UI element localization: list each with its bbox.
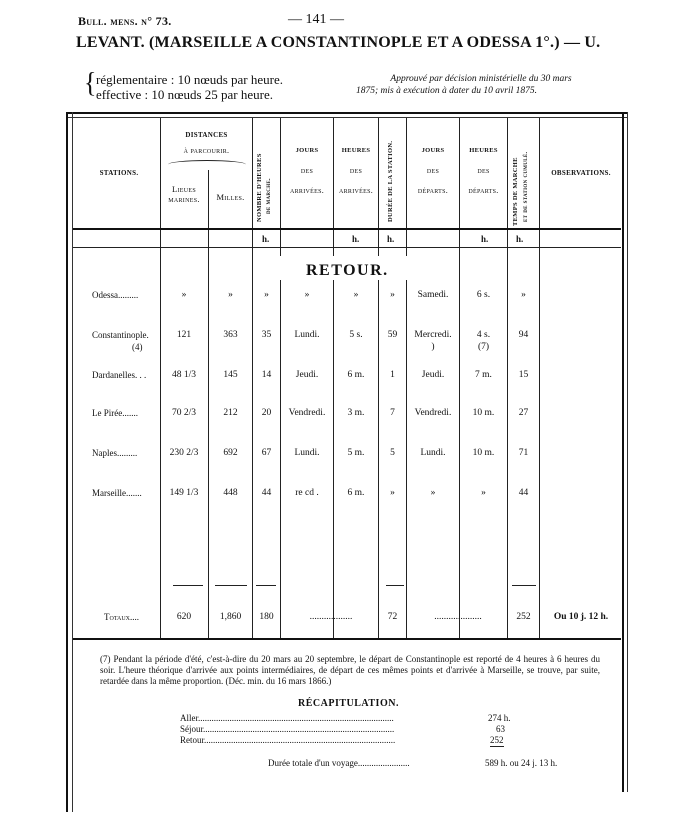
unit-hours: h.: [352, 234, 360, 244]
approval-line-2: 1875; mis à exécution à dater du 10 avril 1875.: [356, 86, 538, 96]
frame-top-inner: [66, 117, 628, 118]
cell-jour-depart: Samedi.: [417, 290, 449, 300]
recap-total-label: Durée totale d'un voyage.......................: [268, 758, 410, 768]
cell-cumul: 94: [518, 330, 529, 340]
recap-retour-value: 252: [490, 735, 504, 745]
cell-milles: 145: [223, 370, 238, 380]
unit-hours: h.: [387, 234, 395, 244]
cell-lieues: 121: [176, 330, 192, 340]
totals-label: Totaux....: [104, 612, 140, 622]
cell-jour-arrivee: Vendredi.: [288, 408, 326, 418]
cell-heures: 44: [261, 488, 272, 498]
col-header-duree: DURÉE DE LA STATION.: [387, 140, 394, 222]
approval-line-1: Approuvé par décision ministérielle du 30 mars: [390, 74, 572, 84]
frame-left-inner: [72, 112, 73, 812]
col-header-nombre-heures-sub: de marche.: [265, 178, 272, 214]
cell-cumul: »: [521, 290, 526, 300]
cell-cumul: 27: [518, 408, 529, 418]
cell-milles: »: [228, 290, 233, 300]
speed-regulatory: réglementaire : 10 nœuds par heure.: [96, 72, 283, 87]
cell-milles: 692: [223, 448, 238, 458]
totals-dots: ....................: [434, 612, 482, 622]
cell-heure-arrivee: »: [353, 290, 359, 300]
col-header-heures-departs: [460, 146, 507, 196]
cell-heure-arrivee: 3 m.: [347, 408, 365, 418]
col-header-jours-dep-3: départs.: [417, 186, 449, 195]
cell-heure-depart: 7 m.: [475, 370, 492, 380]
cell-lieues: 70 2/3: [171, 408, 196, 418]
col-header-heures-arr-2: des: [349, 166, 363, 175]
cell-heures: 67: [261, 448, 272, 458]
col-header-heures-arr-1: HEURES: [341, 147, 371, 154]
cell-jour-arrivee: »: [304, 290, 310, 300]
station-name: Dardanelles. . .: [92, 370, 147, 380]
cell-jour-depart: Jeudi.: [421, 370, 445, 380]
col-header-lieues: [161, 184, 207, 204]
cell-heures: 35: [261, 330, 272, 340]
page-title: LEVANT. (MARSEILLE A CONSTANTINOPLE ET A ODESSA 1°.) — U.: [76, 34, 601, 51]
station-name: Marseille.......: [92, 488, 142, 498]
recap-aller-value: 274 h.: [488, 713, 511, 723]
col-header-temps-sub: et de station cumulé.: [522, 151, 529, 222]
col-header-nombre-heures: NOMBRE D'HEURES: [256, 153, 263, 222]
bulletin-number: Bull. mens. n° 73.: [78, 14, 172, 28]
cell-heure-depart: 10 m.: [472, 448, 495, 458]
cell-duree: 1: [390, 370, 395, 380]
col-header-heures-arr-3: arrivées.: [338, 186, 374, 195]
totals-heures: 180: [259, 612, 274, 622]
col-header-lieues-2: marines.: [168, 194, 200, 204]
cell-jour-arrivee: Lundi.: [294, 330, 320, 340]
col-header-heures-arrivees: [334, 146, 378, 196]
cell-heure-depart-note: (7): [477, 342, 490, 352]
col-header-distances-sub: à parcourir.: [183, 146, 230, 155]
cell-milles: 363: [223, 330, 238, 340]
cell-cumul: 15: [518, 370, 529, 380]
total-rule: [386, 585, 404, 586]
totals-cumul: 252: [516, 612, 531, 622]
cell-jour-arrivee: Lundi.: [294, 448, 320, 458]
col-header-stations: STATIONS.: [99, 169, 139, 177]
header-rule: [73, 228, 621, 230]
station-name: Odessa.........: [92, 290, 139, 300]
footnote: (7) Pendant la période d'été, c'est-à-dire du 20 mars au 20 septembre, le départ de Constantinople est reporté de 4 heures à 6 heures du soir. L'heure théorique d'arrivée aux points intermédiaires, de départ de ces mêmes points et d'arrivée à Marseille, se trouve, par suite, retardée dans la même proportion. (Déc. min. du 16 mars 1866.): [100, 654, 600, 686]
frame-right: [622, 112, 624, 792]
cell-heures: »: [264, 290, 269, 300]
cell-duree: »: [390, 290, 395, 300]
cell-jour-depart: Vendredi.: [414, 408, 452, 418]
cell-heure-arrivee: 6 m.: [347, 370, 365, 380]
recap-aller-label: Aller.......................................................................................: [180, 713, 394, 723]
totals-duree: 72: [387, 612, 398, 622]
totals-dots: ..................: [309, 612, 353, 622]
cell-duree: 7: [390, 408, 395, 418]
unit-hours: h.: [262, 234, 270, 244]
unit-hours: h.: [481, 234, 489, 244]
cell-lieues: 48 1/3: [171, 370, 196, 380]
total-rule: [173, 585, 203, 586]
table-bottom-rule: [73, 638, 621, 640]
total-rule: [215, 585, 247, 586]
page-number: — 141 —: [288, 12, 344, 27]
cell-heures: 20: [261, 408, 272, 418]
unit-rule: [73, 247, 621, 248]
col-header-lieues-1: Lieues: [172, 184, 196, 194]
col-header-jours-departs: [407, 146, 459, 196]
col-header-jours-dep-2: des: [426, 166, 440, 175]
cell-duree: 59: [387, 330, 398, 340]
cell-heure-depart: »: [481, 488, 486, 498]
cell-lieues: 149 1/3: [169, 488, 199, 498]
cell-heure-arrivee: 5 s.: [349, 330, 363, 340]
speed-effective: effective : 10 nœuds 25 par heure.: [96, 87, 274, 102]
cell-duree: 5: [390, 448, 395, 458]
cell-lieues: »: [181, 290, 187, 300]
total-rule: [512, 585, 536, 586]
cell-cumul: 44: [518, 488, 529, 498]
unit-hours: h.: [516, 234, 524, 244]
station-note: (4): [132, 342, 143, 352]
col-divider: [539, 118, 540, 638]
cell-cumul: 71: [518, 448, 529, 458]
station-name: Naples.........: [92, 448, 138, 458]
col-header-milles: Milles.: [216, 192, 245, 202]
cell-heure-depart: 6 s.: [476, 290, 491, 300]
cell-jour-depart: »: [430, 488, 436, 498]
cell-lieues: 230 2/3: [169, 448, 199, 458]
cell-heure-arrivee: 5 m.: [347, 448, 365, 458]
col-header-jours-arr-1: JOURS: [295, 147, 319, 154]
col-header-heures-dep-2: des: [477, 166, 490, 175]
frame-top: [66, 112, 628, 114]
col-header-jours-arrivees: [281, 146, 333, 196]
col-header-temps: TEMPS DE MARCHE: [512, 157, 519, 226]
section-title: RETOUR.: [306, 262, 389, 279]
frame-left: [66, 112, 68, 812]
cell-jour-depart-note: ): [431, 342, 435, 352]
cell-milles: 448: [223, 488, 238, 498]
speed-block: [96, 72, 283, 102]
cell-heure-depart: 10 m.: [472, 408, 495, 418]
cell-jour-depart: Lundi.: [420, 448, 446, 458]
approval-note: [356, 73, 606, 97]
col-header-observations: OBSERVATIONS.: [551, 169, 611, 177]
col-header-heures-dep-1: HEURES: [469, 147, 498, 154]
brace-icon: [168, 160, 246, 169]
cell-duree: »: [390, 488, 395, 498]
station-name: Constantinople.: [92, 330, 149, 340]
recap-retour-label: Retour.....................................................................................: [180, 735, 396, 745]
col-header-jours-dep-1: JOURS: [421, 147, 445, 154]
totals-lieues: 620: [176, 612, 192, 622]
totals-milles: 1,860: [219, 612, 242, 622]
cell-heures: 14: [261, 370, 272, 380]
recap-total-value: 589 h. ou 24 j. 13 h.: [485, 758, 558, 768]
cell-jour-depart: Mercredi.: [414, 330, 452, 340]
recap-title: RÉCAPITULATION.: [298, 698, 399, 709]
recap-sejour-value: 63: [496, 724, 505, 734]
brace-icon: {: [84, 66, 97, 99]
col-header-heures-dep-3: départs.: [468, 186, 499, 195]
recap-sejour-label: Séjour.....................................................................................: [180, 724, 395, 734]
frame-right-inner: [627, 112, 628, 792]
col-divider: [208, 170, 209, 638]
col-header-jours-arr-2: des: [300, 166, 314, 175]
col-header-distances: DISTANCES: [185, 131, 228, 139]
total-rule: [256, 585, 276, 586]
cell-jour-arrivee: re cd .: [295, 488, 319, 498]
cell-jour-arrivee: Jeudi.: [295, 370, 319, 380]
cell-heure-depart: 4 s.: [476, 330, 491, 340]
col-header-jours-arr-3: arrivées.: [289, 186, 325, 195]
totals-observation: Ou 10 j. 12 h.: [553, 612, 609, 622]
station-name: Le Pirée.......: [92, 408, 138, 418]
cell-milles: 212: [223, 408, 238, 418]
cell-heure-arrivee: 6 m.: [347, 488, 365, 498]
